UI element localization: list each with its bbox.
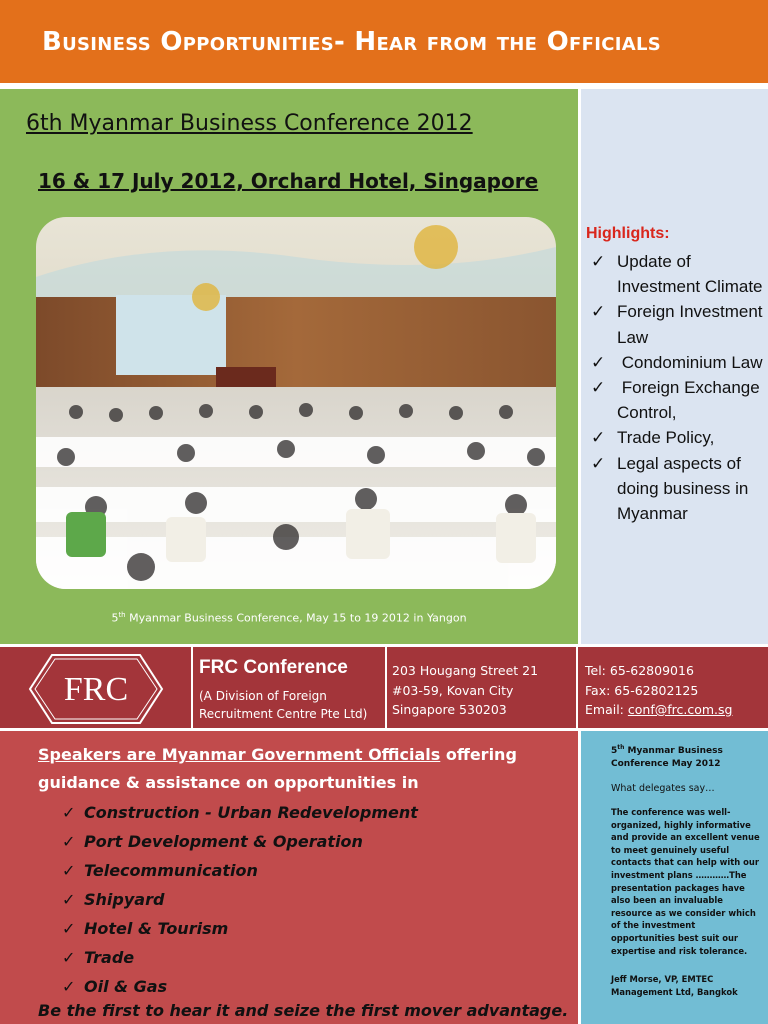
checkmark-icon: ✓ <box>62 948 76 967</box>
speakers-panel <box>0 728 578 1024</box>
list-item: ✓ Condominium Law <box>591 350 768 375</box>
checkmark-icon: ✓ <box>591 378 606 398</box>
checkmark-icon: ✓ <box>62 977 76 996</box>
conference-photo <box>36 217 556 589</box>
conference-photo-image <box>36 217 556 589</box>
checkmark-icon: ✓ <box>62 861 76 880</box>
organizer-band <box>0 644 768 728</box>
list-item: ✓ Trade <box>62 943 418 972</box>
organizer-subtitle: (A Division of Foreign Recruitment Centre Pte Ltd) <box>199 689 368 721</box>
checkmark-icon: ✓ <box>591 453 606 473</box>
list-item: ✓ Trade Policy, <box>591 425 768 450</box>
divider <box>385 647 387 731</box>
testimonial-panel <box>578 728 768 1024</box>
testimonial-intro: What delegates say… <box>611 783 715 794</box>
list-item: ✓ Oil & Gas <box>62 972 418 1001</box>
checkmark-icon: ✓ <box>62 890 76 909</box>
frc-logo-badge <box>0 647 193 731</box>
contact-fax: Fax: 65-62802125 <box>585 682 699 698</box>
divider <box>576 647 578 731</box>
list-item: ✓ Telecommunication <box>62 856 418 885</box>
list-item: ✓ Hotel & Tourism <box>62 914 418 943</box>
checkmark-icon: ✓ <box>62 919 76 938</box>
contact-email-row: Email: conf@frc.com.sg <box>585 702 733 717</box>
organizer-contact <box>585 661 732 720</box>
highlights-panel <box>578 86 768 644</box>
photo-caption: 5th Myanmar Business Conference, May 15 to 19 2012 in Yangon <box>111 611 467 625</box>
address-line: Singapore 530203 <box>392 702 507 717</box>
list-item: ✓ Port Development & Operation <box>62 827 418 856</box>
speakers-intro: Speakers are Myanmar Government Officials offering guidance & assistance on opportunities in <box>38 745 517 792</box>
address-line: #03-59, Kovan City <box>392 682 514 698</box>
sectors-list <box>62 798 418 1001</box>
list-item: ✓ Foreign Exchange Control, <box>591 375 768 425</box>
list-item: ✓ Legal aspects of doing business in Myanmar <box>591 451 768 527</box>
frc-logo-text: FRC <box>63 671 129 708</box>
list-item: ✓ Construction - Urban Redevelopment <box>62 798 418 827</box>
frc-logo <box>0 647 193 731</box>
checkmark-icon: ✓ <box>62 803 76 822</box>
email-link[interactable]: conf@frc.com.sg <box>627 702 733 717</box>
page-header <box>0 0 768 86</box>
organizer-address <box>392 661 538 720</box>
call-to-action: Be the first to hear it and seize the first mover advantage. <box>38 1001 569 1020</box>
header-title: Business Opportunities- Hear from the Officials <box>42 26 661 57</box>
organizer-name: FRC Conference <box>199 657 348 678</box>
conference-panel <box>0 86 578 644</box>
address-line: 203 Hougang Street 21 <box>392 663 539 678</box>
testimonial-heading: 5th Myanmar Business Conference May 2012 <box>611 744 723 769</box>
conference-date-venue: 16 & 17 July 2012, Orchard Hotel, Singapore <box>38 169 539 193</box>
contact-tel: Tel: 65-62809016 <box>585 663 694 678</box>
checkmark-icon: ✓ <box>591 302 606 322</box>
list-item: ✓ Foreign Investment Law <box>591 299 768 349</box>
checkmark-icon: ✓ <box>591 428 606 448</box>
highlights-label: Highlights: <box>586 225 670 242</box>
list-item: ✓ Update of Investment Climate <box>591 249 768 299</box>
list-item: ✓ Shipyard <box>62 885 418 914</box>
conference-title: 6th Myanmar Business Conference 2012 <box>26 111 473 136</box>
checkmark-icon: ✓ <box>62 832 76 851</box>
highlights-list <box>591 249 768 526</box>
testimonial-author: Jeff Morse, VP, EMTEC Management Ltd, Bangkok <box>611 974 738 997</box>
testimonial-quote: The conference was well-organized, highly informative and provide an excellent venue to meet genuinely useful contacts that can help with our investment plans …………The presentation packages have also been an invaluable resource as we consider which of the investment opportunities best suit our expertise and risk tolerance. <box>611 807 760 956</box>
checkmark-icon: ✓ <box>591 352 606 372</box>
checkmark-icon: ✓ <box>591 252 606 271</box>
